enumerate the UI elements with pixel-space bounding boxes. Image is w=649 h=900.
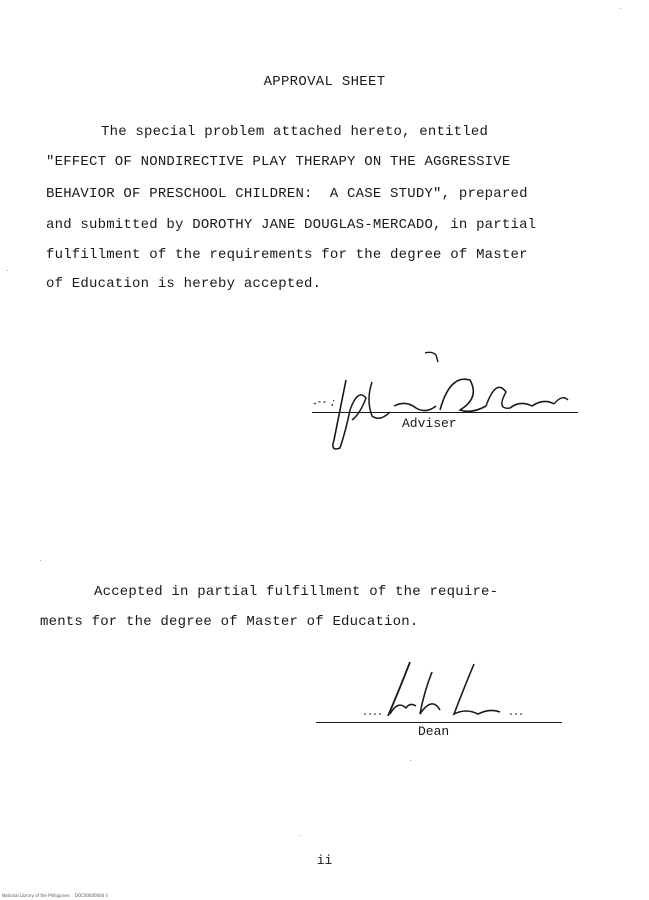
- scan-speck: [620, 8, 621, 9]
- scan-footer: National Library of the Philippines DOC00000000 ii: [2, 893, 108, 898]
- page-number: ii: [316, 853, 333, 868]
- acceptance-line-2: ments for the degree of Master of Education.: [40, 614, 419, 630]
- dean-signature: [314, 652, 574, 739]
- scan-speck: [300, 835, 301, 836]
- adviser-signature-line: [312, 412, 578, 413]
- scan-speck: [40, 560, 41, 561]
- body-line-4: and submitted by DOROTHY JANE DOUGLAS-MERCADO, in partial: [46, 217, 537, 233]
- adviser-signature: [310, 370, 585, 460]
- page-title: APPROVAL SHEET: [263, 74, 386, 90]
- scan-speck: [410, 760, 411, 761]
- pen-mark: [424, 350, 444, 366]
- adviser-label: Adviser: [402, 416, 457, 431]
- body-line-2: "EFFECT OF NONDIRECTIVE PLAY THERAPY ON THE AGGRESSIVE: [46, 154, 511, 170]
- dean-signature-line: [316, 722, 562, 723]
- body-line-3: BEHAVIOR OF PRESCHOOL CHILDREN: A CASE STUDY", prepared: [46, 186, 528, 202]
- acceptance-line-1: Accepted in partial fulfillment of the require-: [94, 584, 499, 600]
- scan-speck: [7, 270, 8, 271]
- body-line-6: of Education is hereby accepted.: [46, 276, 322, 292]
- dean-label: Dean: [418, 724, 450, 739]
- body-line-5: fulfillment of the requirements for the degree of Master: [46, 247, 528, 263]
- body-line-1: The special problem attached hereto, entitled: [101, 124, 489, 140]
